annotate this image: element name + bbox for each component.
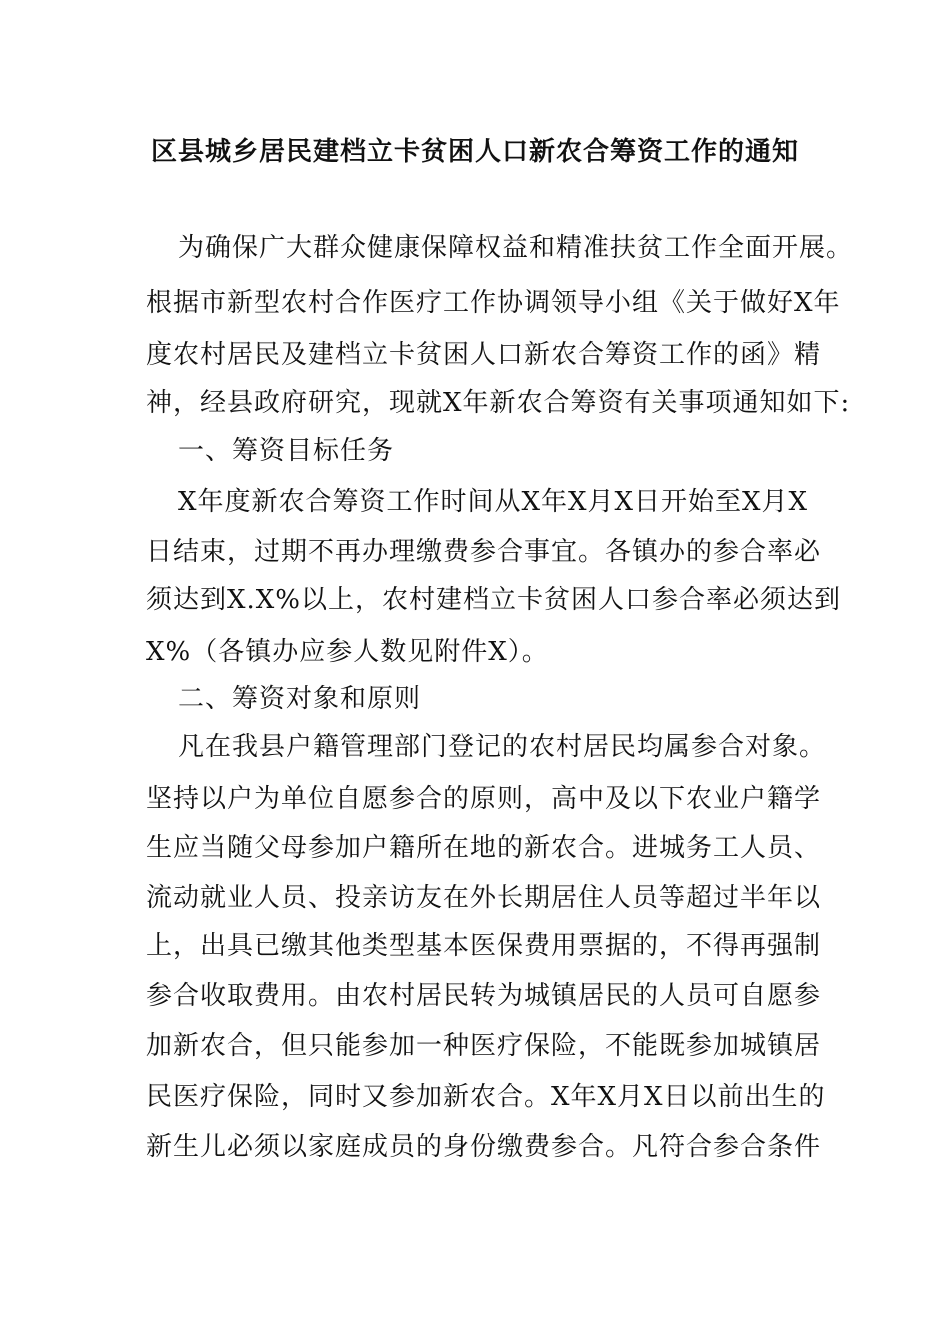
body-line-1: 为确保广大群众健康保障权益和精准扶贫工作全面开展。 [178,233,854,263]
body-line-7: 日结束，过期不再办理缴费参合事宜。各镇办的参合率必 [146,537,822,567]
body-line-14: 流动就业人员、投亲访友在外长期居住人员等超过半年以 [146,883,822,913]
body-line-18: 民医疗保险，同时又参加新农合。X年X月X日以前出生的 [146,1082,826,1112]
body-line-6: X年度新农合筹资工作时间从X年X月X日开始至X月X [178,487,809,517]
body-line-3: 度农村居民及建档立卡贫困人口新农合筹资工作的函》精 [146,340,822,370]
body-line-8: 须达到X.X%以上，农村建档立卡贫困人口参合率必须达到 [146,585,841,615]
section-heading-1: 一、筹资目标任务 [178,436,395,466]
body-line-13: 生应当随父母参加户籍所在地的新农合。进城务工人员、 [146,833,822,863]
section-heading-2: 二、筹资对象和原则 [178,684,422,714]
body-line-9: X%（各镇办应参人数见附件X）。 [146,637,549,667]
body-line-16: 参合收取费用。由农村居民转为城镇居民的人员可自愿参 [146,981,822,1011]
body-line-15: 上，出具已缴其他类型基本医保费用票据的，不得再强制 [146,931,822,961]
body-line-19: 新生儿必须以家庭成员的身份缴费参合。凡符合参合条件 [146,1132,822,1162]
body-line-11: 凡在我县户籍管理部门登记的农村居民均属参合对象。 [178,732,827,762]
body-line-2: 根据市新型农村合作医疗工作协调领导小组《关于做好X年 [146,288,841,318]
body-line-4: 神，经县政府研究，现就X年新农合筹资有关事项通知如下: [146,388,851,418]
body-line-17: 加新农合，但只能参加一种医疗保险，不能既参加城镇居 [146,1031,822,1061]
body-line-12: 坚持以户为单位自愿参合的原则，高中及以下农业户籍学 [146,784,822,814]
document-title: 区县城乡居民建档立卡贫困人口新农合筹资工作的通知 [150,137,799,167]
